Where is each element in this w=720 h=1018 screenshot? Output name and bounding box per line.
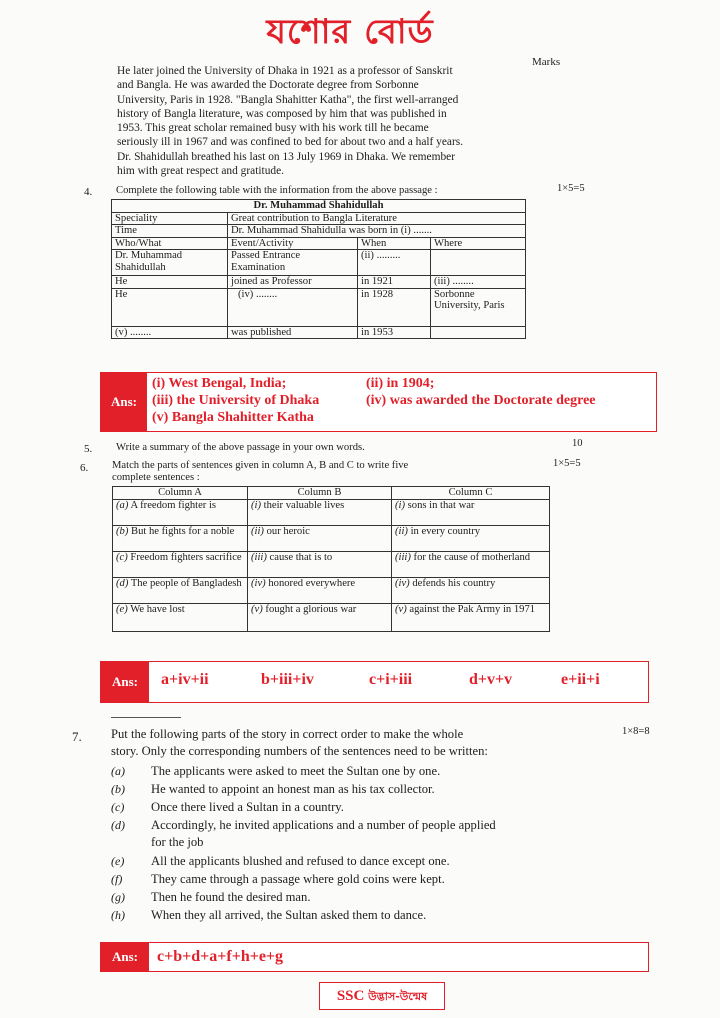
q4-answer-box: [100, 372, 657, 432]
page-title: যশোর বোর্ড: [266, 12, 434, 52]
table-cell: in 1928: [358, 288, 431, 326]
time-value: Dr. Muhammad Shahidulla was born in (i) .......: [228, 225, 526, 238]
q6-instruction-line1: Match the parts of sentences given in column A, B and C to write five: [112, 460, 409, 471]
list-item: (b) He wanted to appoint an honest man as his tax collector.: [111, 782, 435, 796]
passage-line: He later joined the University of Dhaka in 1921 as a professor of Sanskrit: [117, 65, 453, 77]
column-header: Column B: [248, 487, 392, 500]
passage-line: seriously ill in 1967 and was confined to bed for about two and a half years.: [117, 136, 464, 149]
table-cell: [431, 250, 526, 276]
match-cell: (d) The people of Bangladesh: [113, 577, 248, 603]
footer-badge: [319, 982, 445, 1010]
column-header: Column C: [392, 487, 550, 500]
q7-instruction-line1: Put the following parts of the story in correct order to make the whole: [111, 727, 464, 741]
list-item: (h) When they all arrived, the Sultan asked them to dance.: [111, 908, 427, 922]
answer-item: d+v+v: [469, 671, 513, 688]
table-cell: (iii) ........: [431, 276, 526, 289]
answer-item: (iv) was awarded the Doctorate degree: [366, 393, 596, 408]
list-item: for the job: [151, 835, 204, 849]
footer-brand: উদ্ভাস-উন্মেষ: [368, 990, 428, 1003]
speciality-value: Great contribution to Bangla Literature: [228, 212, 526, 225]
q6-instruction-line2: complete sentences :: [112, 472, 200, 483]
match-cell: (i) their valuable lives: [248, 499, 392, 525]
table-cell: Dr. Muhammad Shahidullah: [112, 250, 228, 276]
q4-table: [111, 199, 526, 339]
match-cell: (ii) in every country: [392, 525, 550, 551]
passage-line: Dr. Shahidullah breathed his last on 13 July 1969 in Dhaka. We remember: [117, 150, 455, 163]
answer-tag: Ans:: [101, 373, 147, 431]
answer-item: (i) West Bengal, India;: [152, 376, 287, 391]
time-label: Time: [112, 225, 228, 238]
match-cell: (a) A freedom fighter is: [113, 499, 248, 525]
list-item: (c) Once there lived a Sultan in a country.: [111, 800, 344, 814]
marks-heading: Marks: [532, 56, 561, 68]
table-cell: Sorbonne University, Paris: [431, 288, 526, 326]
answer-item: a+iv+ii: [161, 671, 209, 688]
match-cell: (v) against the Pak Army in 1971: [392, 603, 550, 631]
q5-instruction: Write a summary of the above passage in your own words.: [116, 442, 365, 453]
table-cell: in 1953: [358, 326, 431, 339]
list-item: (e) All the applicants blushed and refused to dance except one.: [111, 854, 450, 868]
q7-answer-text: c+b+d+a+f+h+e+g: [157, 948, 284, 965]
list-item: (d) Accordingly, he invited applications and a number of people applied: [111, 818, 496, 832]
divider: [111, 717, 181, 718]
q7-answer-box: [100, 942, 649, 972]
q4-instruction: Complete the following table with the information from the above passage :: [116, 185, 438, 196]
table-cell: (iv) ........: [228, 288, 358, 326]
q5-marks: 10: [572, 438, 583, 449]
table-cell: was published: [228, 326, 358, 339]
match-cell: (v) fought a glorious war: [248, 603, 392, 631]
answer-item: e+ii+i: [561, 671, 600, 688]
q5-number: 5.: [84, 443, 93, 455]
list-item: (a) The applicants were asked to meet the Sultan one by one.: [111, 764, 441, 778]
table-cell: (v) ........: [112, 326, 228, 339]
answer-item: b+iii+iv: [261, 671, 314, 688]
q6-answer-box: [100, 661, 649, 703]
q7-marks: 1×8=8: [622, 726, 650, 737]
match-cell: (iv) defends his country: [392, 577, 550, 603]
table-cell: He: [112, 288, 228, 326]
match-cell: (b) But he fights for a noble: [113, 525, 248, 551]
table-cell: He: [112, 276, 228, 289]
passage: [117, 64, 529, 178]
q7-instruction-line2: story. Only the corresponding numbers of the sentences need to be written:: [111, 744, 488, 758]
match-cell: (i) sons in that war: [392, 499, 550, 525]
match-cell: (iii) for the cause of motherland: [392, 551, 550, 577]
q4-answer-text: [152, 375, 596, 426]
passage-line: history of Bangla literature, was composed by him that was published in: [117, 107, 447, 120]
q4-marks: 1×5=5: [557, 183, 585, 194]
table-cell: joined as Professor: [228, 276, 358, 289]
list-item: (g) Then he found the desired man.: [111, 890, 311, 904]
table-header-cell: When: [358, 237, 431, 250]
answer-item: c+i+iii: [369, 671, 413, 688]
answer-tag: Ans:: [101, 943, 149, 971]
q6-match-table: [112, 486, 550, 632]
q6-number: 6.: [80, 462, 89, 474]
answer-item: (ii) in 1904;: [366, 376, 435, 391]
match-cell: (c) Freedom fighters sacrifice: [113, 551, 248, 577]
q7-number: 7.: [72, 729, 82, 744]
q7-list: [111, 764, 631, 926]
column-header: Column A: [113, 487, 248, 500]
passage-line: University, Paris in 1928. "Bangla Shahitter Katha", the first well-arranged: [117, 93, 459, 106]
match-cell: (e) We have lost: [113, 603, 248, 631]
answer-item: (iii) the University of Dhaka: [152, 393, 320, 408]
speciality-label: Speciality: [112, 212, 228, 225]
table-cell: (ii) .........: [358, 250, 431, 276]
table-title: Dr. Muhammad Shahidullah: [112, 200, 526, 213]
q4-number: 4.: [84, 186, 93, 198]
table-cell: in 1921: [358, 276, 431, 289]
table-header-cell: Event/Activity: [228, 237, 358, 250]
answer-tag: Ans:: [101, 662, 149, 702]
table-header-cell: Where: [431, 237, 526, 250]
table-cell: [431, 326, 526, 339]
passage-line: him with great respect and gratitude.: [117, 165, 285, 178]
match-cell: (ii) our heroic: [248, 525, 392, 551]
match-cell: (iii) cause that is to: [248, 551, 392, 577]
q6-marks: 1×5=5: [553, 458, 581, 469]
list-item: (f) They came through a passage where gold coins were kept.: [111, 872, 445, 886]
q6-answer-text: [161, 671, 600, 689]
table-cell: Passed Entrance Examination: [228, 250, 358, 276]
match-cell: (iv) honored everywhere: [248, 577, 392, 603]
table-header-cell: Who/What: [112, 237, 228, 250]
passage-line: 1953. This great scholar remained busy with his work till he became: [117, 122, 429, 135]
passage-line: and Bangla. He was awarded the Doctorate degree from Sorbonne: [117, 79, 419, 92]
footer-ssc: SSC: [336, 988, 365, 1004]
answer-item: (v) Bangla Shahitter Katha: [152, 410, 314, 425]
